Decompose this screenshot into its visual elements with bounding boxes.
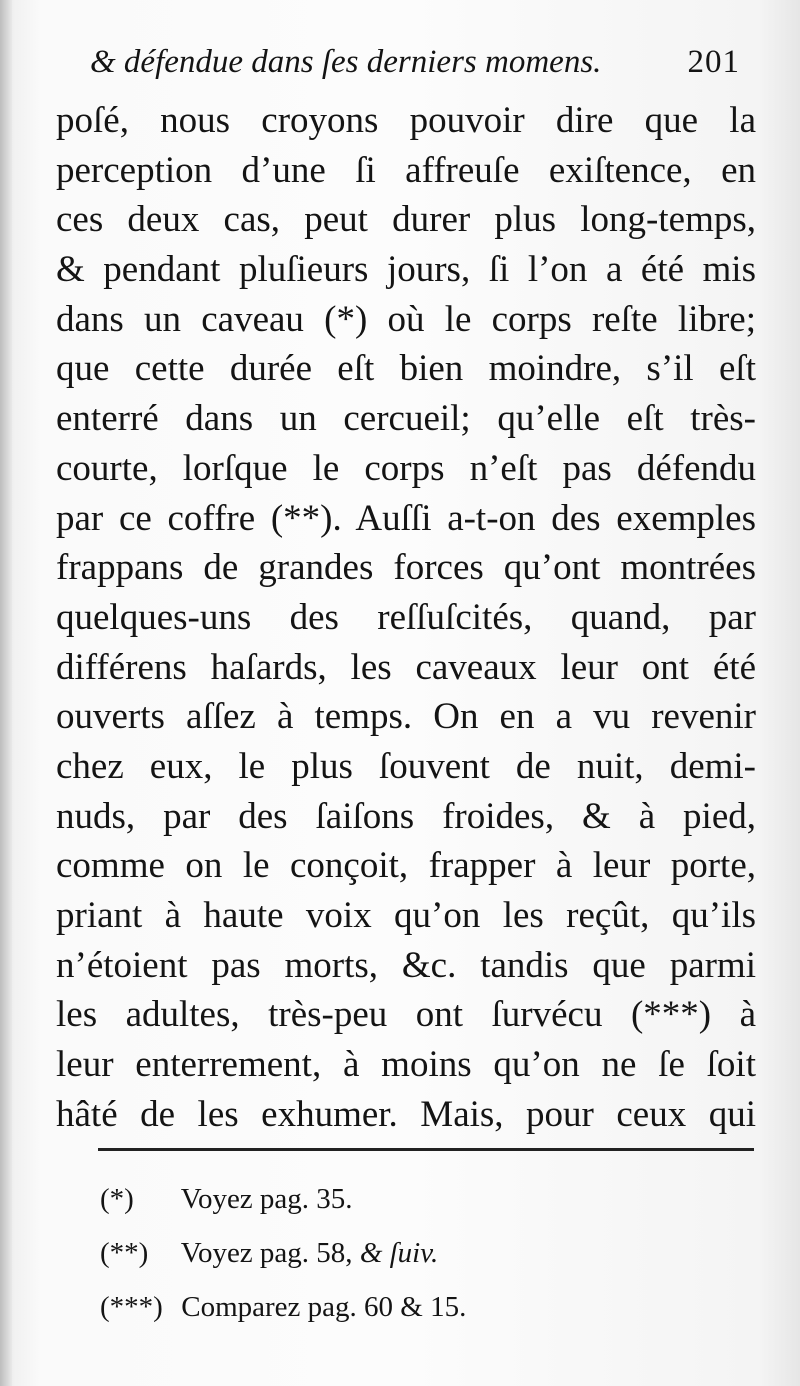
footnotes [100,1172,700,1334]
footnote [100,1280,700,1334]
running-title: & défendue dans ſes derniers momens. [90,44,602,80]
text-line: poſé, nous croyons pouvoir dire que la [56,100,756,141]
footnote [100,1172,700,1226]
text-line: différens haſards, les caveaux leur ont été [56,646,756,688]
text-line: que cette durée eſt bien moindre, s’il eſt [56,348,756,390]
text-line: n’étoient pas morts, &c. tandis que parmi [56,944,756,986]
text-line: ces deux cas, peut durer plus long-temps, [56,199,756,241]
text-line: chez eux, le plus ſouvent de nuit, demi- [56,745,756,787]
text-line: & pendant pluſieurs jours, ſi l’on a été mis [56,249,756,291]
text-line: hâté de les exhumer. Mais, pour ceux qui [56,1093,756,1135]
footnote-mark: (*) [100,1183,134,1215]
text-line: quelques-uns des reſſuſcités, quand, par [56,596,756,638]
footnote-text: Voyez pag. 58, [180,1237,360,1269]
running-head [90,40,740,84]
text-line: enterré dans un cercueil; qu’elle eſt très- [56,398,756,440]
footnote-mark: (**) [100,1237,149,1269]
text-line: priant à haute voix qu’on les reçût, qu’ils [56,895,756,936]
text-line: courte, lorſque le corps n’eſt pas défendu [56,447,756,489]
text-line: par ce coffre (**). Auſſi a-t-on des exemples [56,497,756,539]
text-line: dans un caveau (*) où le corps reſte libre; [56,298,756,340]
footnote-rule [98,1148,754,1151]
text-line: comme on le conçoit, frapper à leur porte, [56,845,756,887]
text-line: leur enterrement, à moins qu’on ne ſe ſoit [56,1044,756,1086]
footnote-text: Voyez pag. 35. [180,1183,353,1215]
footnote [100,1226,700,1280]
footnote-text: Comparez pag. 60 & 15. [181,1291,467,1323]
page-gutter-shadow [0,0,12,1386]
text-line: frappans de grandes forces qu’ont montrées [56,547,756,589]
footnote-mark: (***) [100,1291,163,1323]
text-line: nuds, par des ſaiſons froides, & à pied, [56,795,756,837]
text-line: perception d’une ſi affreuſe exiſtence, en [56,149,756,191]
footnote-tail: & ſuiv. [359,1237,439,1269]
text-line: les adultes, très-peu ont ſurvécu (***) à [56,994,756,1036]
text-line: ouverts aſſez à temps. On en a vu revenir [56,696,756,738]
body-text [56,96,756,1139]
page-number: 201 [687,44,740,80]
